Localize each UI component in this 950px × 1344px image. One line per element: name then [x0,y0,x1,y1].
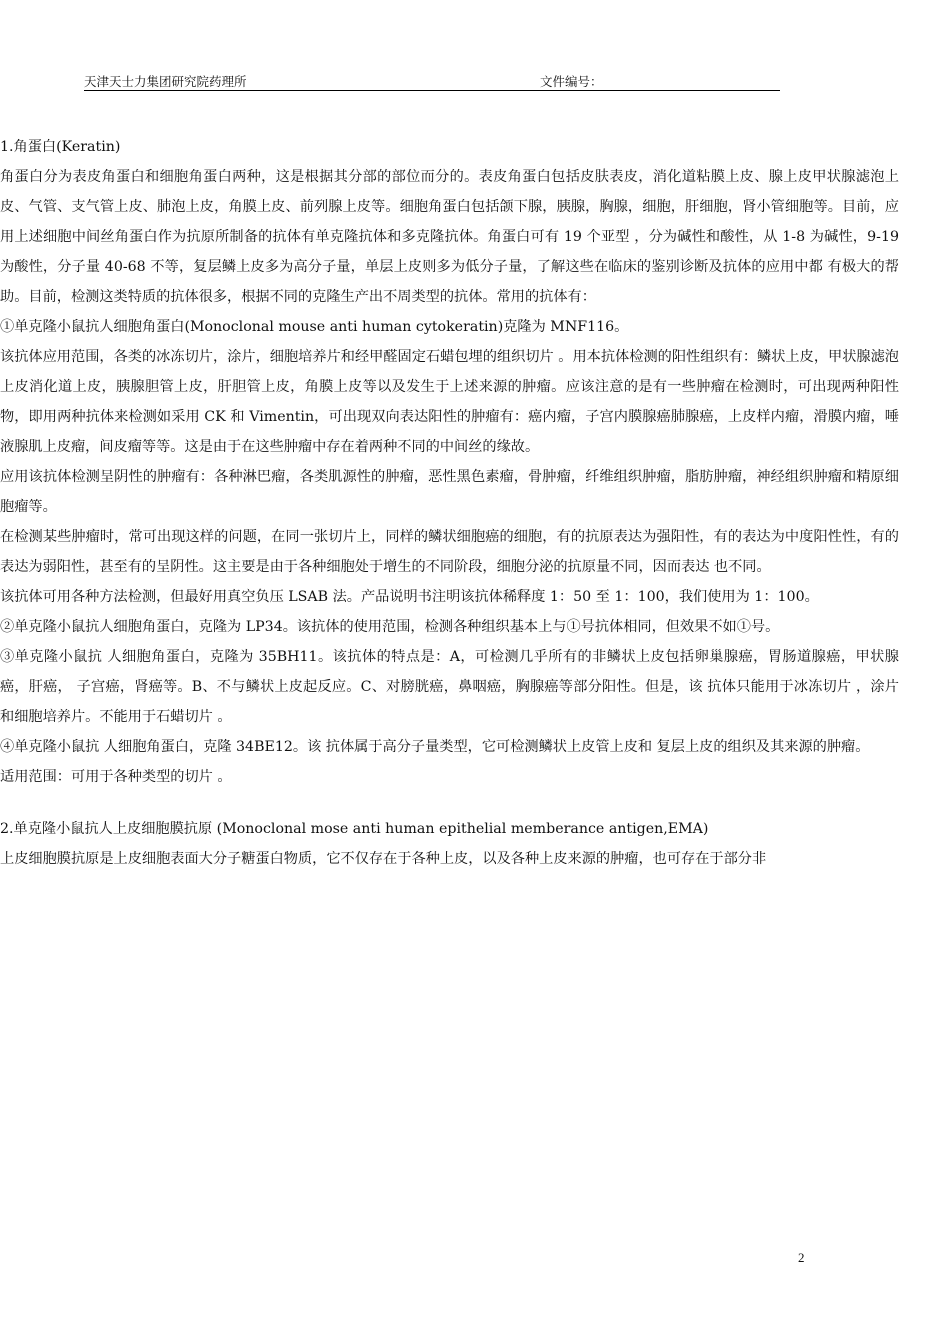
section-1-antibody-2: ②单克隆小鼠抗人细胞角蛋白，克隆为 LP34。该抗体的使用范围，检测各种组织基本上与①号抗体相同，但效果不如①号。 [0,619,780,635]
section-1-antibody-4: ④单克隆小鼠抗 人细胞角蛋白，克隆 34BE12。该 抗体属于高分子量类型，它可检测鳞状上皮管上皮和 复层上皮的组织及其来源的肿瘤。 [0,739,870,755]
header-file-number-label: 文件编号： [540,74,603,89]
section-1-antibody-1-negative: 应用该抗体检测呈阴性的肿瘤有：各种淋巴瘤，各类肌源性的肿瘤，恶性黑色素瘤，骨肿瘤，纤维组织肿瘤，脂肪肿瘤，神经组织肿瘤和精原细胞瘤等。 [0,469,899,515]
header-organization: 天津天士力集团研究院药理所 [84,74,247,89]
page-number: 2 [798,1250,805,1265]
section-2-heading: 2.单克隆小鼠抗人上皮细胞膜抗原 (Monoclonal mose anti human epithelial memberance antigen,EMA) [0,821,709,837]
section-1-antibody-1-method: 该抗体可用各种方法检测，但最好用真空负压 LSAB 法。产品说明书注明该抗体稀释度 1：50 至 1：100，我们使用为 1：100。 [0,589,819,605]
section-1-scope-note: 适用范围：可用于各种类型的切片 。 [0,769,232,785]
section-1-antibody-1-title: ①单克隆小鼠抗人细胞角蛋白(Monoclonal mouse anti human cytokeratin)克隆为 MNF116。 [0,319,629,335]
section-1-antibody-1-expression: 在检测某些肿瘤时，常可出现这样的问题，在同一张切片上，同样的鳞状细胞癌的细胞，有的抗原表达为强阳性，有的表达为中度阳性性，有的表达为弱阳性，甚至有的呈阴性。这主要是由于各种细胞处于增生的不同阶段，细胞分泌的抗原量不同，因而表达 也不同。 [0,529,899,575]
section-1-heading: 1.角蛋白(Keratin) [0,139,121,155]
document-body [0,132,899,874]
section-2-paragraph: 上皮细胞膜抗原是上皮细胞表面大分子糖蛋白物质，它不仅存在于各种上皮，以及各种上皮来源的肿瘤，也可存在于部分非 [0,851,767,867]
page-header [84,68,780,91]
section-spacer [0,792,899,814]
section-1-antibody-3: ③单克隆小鼠抗 人细胞角蛋白，克隆为 35BH11。该抗体的特点是：A，可检测几乎所有的非鳞状上皮包括卵巢腺癌，胃肠道腺癌，甲状腺癌，肝癌， 子宫癌，肾癌等。B、不与鳞状上皮起反应。C、对膀胱癌，鼻咽癌，胸腺癌等部分阳性。但是，该 抗体只能用于冰冻切片 ，涂片和细胞培养片。不能用于石蜡切片 。 [0,649,899,725]
section-1-paragraph-intro: 角蛋白分为表皮角蛋白和细胞角蛋白两种，这是根据其分部的部位而分的。表皮角蛋白包括皮肤表皮，消化道粘膜上皮、腺上皮甲状腺滤泡上皮、气管、支气管上皮、肺泡上皮，角膜上皮、前列腺上皮等。细胞角蛋白包括颌下腺，胰腺，胸腺，细胞，肝细胞，肾小管细胞等。目前，应用上述细胞中间丝角蛋白作为抗原所制备的抗体有单克隆抗体和多克隆抗体。角蛋白可有 19 个亚型 ，分为碱性和酸性，从 1-8 为碱性，9-19 为酸性，分子量 40-68 不等，复层鳞上皮多为高分子量，单层上皮则多为低分子量，了解这些在临床的鉴别诊断及抗体的应用中都 有极大的帮助。目前，检测这类特质的抗体很多，根据不同的克隆生产出不周类型的抗体。常用的抗体有： [0,169,899,305]
section-1-antibody-1-scope: 该抗体应用范围，各类的冰冻切片，涂片，细胞培养片和经甲醛固定石蜡包埋的组织切片 。用本抗体检测的阳性组织有：鳞状上皮，甲状腺滤泡上皮消化道上皮，胰腺胆管上皮，肝胆管上皮，角膜上皮等以及发生于上述来源的肿瘤。应该注意的是有一些肿瘤在检测时，可出现两种阳性物，即用两种抗体来检测如采用 CK 和 Vimentin，可出现双向表达阳性的肿瘤有：癌内瘤，子宫内膜腺癌肺腺癌，上皮样内瘤，滑膜内瘤，唾液腺肌上皮瘤，间皮瘤等等。这是由于在这些肿瘤中存在着两种不同的中间丝的缘故。 [0,349,899,455]
